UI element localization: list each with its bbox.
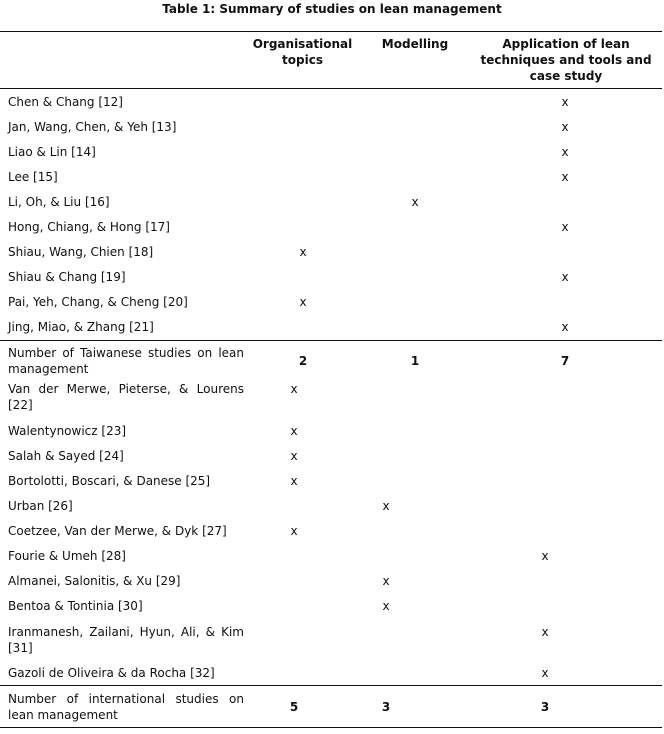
- count-value: 3: [381, 700, 391, 714]
- study-name: Li, Oh, & Liu [16]: [8, 195, 110, 209]
- bottom-rule: [0, 727, 662, 728]
- count-value: 5: [289, 700, 299, 714]
- section-rule: [0, 340, 662, 341]
- count-value: 3: [540, 700, 550, 714]
- top-rule: [0, 31, 662, 32]
- section-rule: [0, 685, 662, 686]
- study-name: Shiau & Chang [19]: [8, 270, 126, 284]
- study-name: Shiau, Wang, Chien [18]: [8, 245, 154, 259]
- header-modelling: Modelling: [381, 37, 449, 51]
- count-value: 1: [410, 354, 420, 368]
- count-value: 2: [298, 354, 308, 368]
- study-name: Coetzee, Van der Merwe, & Dyk [27]: [8, 524, 227, 538]
- summary-label: Number of international studies on lean management: [8, 692, 244, 722]
- check-mark: x: [382, 574, 390, 588]
- check-mark: x: [299, 295, 307, 309]
- check-mark: x: [561, 270, 569, 284]
- study-name: Bortolotti, Boscari, & Danese [25]: [8, 474, 211, 488]
- study-name: Chen & Chang [12]: [8, 95, 123, 109]
- check-mark: x: [541, 625, 549, 639]
- study-name: Lee [15]: [8, 170, 58, 184]
- table-title: Table 1: Summary of studies on lean management: [162, 2, 502, 16]
- check-mark: x: [541, 549, 549, 563]
- count-value: 7: [560, 354, 570, 368]
- study-name: Jing, Miao, & Zhang [21]: [8, 320, 154, 334]
- check-mark: x: [561, 220, 569, 234]
- check-mark: x: [561, 145, 569, 159]
- header-rule: [0, 88, 662, 89]
- check-mark: x: [290, 474, 298, 488]
- check-mark: x: [561, 320, 569, 334]
- study-name: Urban [26]: [8, 499, 73, 513]
- study-name: Jan, Wang, Chen, & Yeh [13]: [8, 120, 177, 134]
- check-mark: x: [290, 382, 298, 396]
- header-application: Application of lean techniques and tools and case study: [480, 37, 652, 83]
- study-name: Almanei, Salonitis, & Xu [29]: [8, 574, 181, 588]
- check-mark: x: [411, 195, 419, 209]
- check-mark: x: [561, 95, 569, 109]
- study-name: Bentoa & Tontinia [30]: [8, 599, 143, 613]
- check-mark: x: [382, 599, 390, 613]
- check-mark: x: [561, 170, 569, 184]
- study-name: Gazoli de Oliveira & da Rocha [32]: [8, 666, 215, 680]
- study-name: Van der Merwe, Pieterse, & Lourens [22]: [8, 382, 244, 412]
- check-mark: x: [290, 449, 298, 463]
- study-name: Walentynowicz [23]: [8, 424, 127, 438]
- check-mark: x: [290, 524, 298, 538]
- check-mark: x: [561, 120, 569, 134]
- study-name: Liao & Lin [14]: [8, 145, 96, 159]
- study-name: Pai, Yeh, Chang, & Cheng [20]: [8, 295, 188, 309]
- header-organisational-topics: Organisational topics: [252, 37, 353, 67]
- study-name: Salah & Sayed [24]: [8, 449, 124, 463]
- check-mark: x: [290, 424, 298, 438]
- check-mark: x: [299, 245, 307, 259]
- check-mark: x: [541, 666, 549, 680]
- check-mark: x: [382, 499, 390, 513]
- summary-label: Number of Taiwanese studies on lean management: [8, 346, 244, 376]
- study-name: Iranmanesh, Zailani, Hyun, Ali, & Kim [31]: [8, 625, 244, 655]
- study-name: Hong, Chiang, & Hong [17]: [8, 220, 170, 234]
- study-name: Fourie & Umeh [28]: [8, 549, 126, 563]
